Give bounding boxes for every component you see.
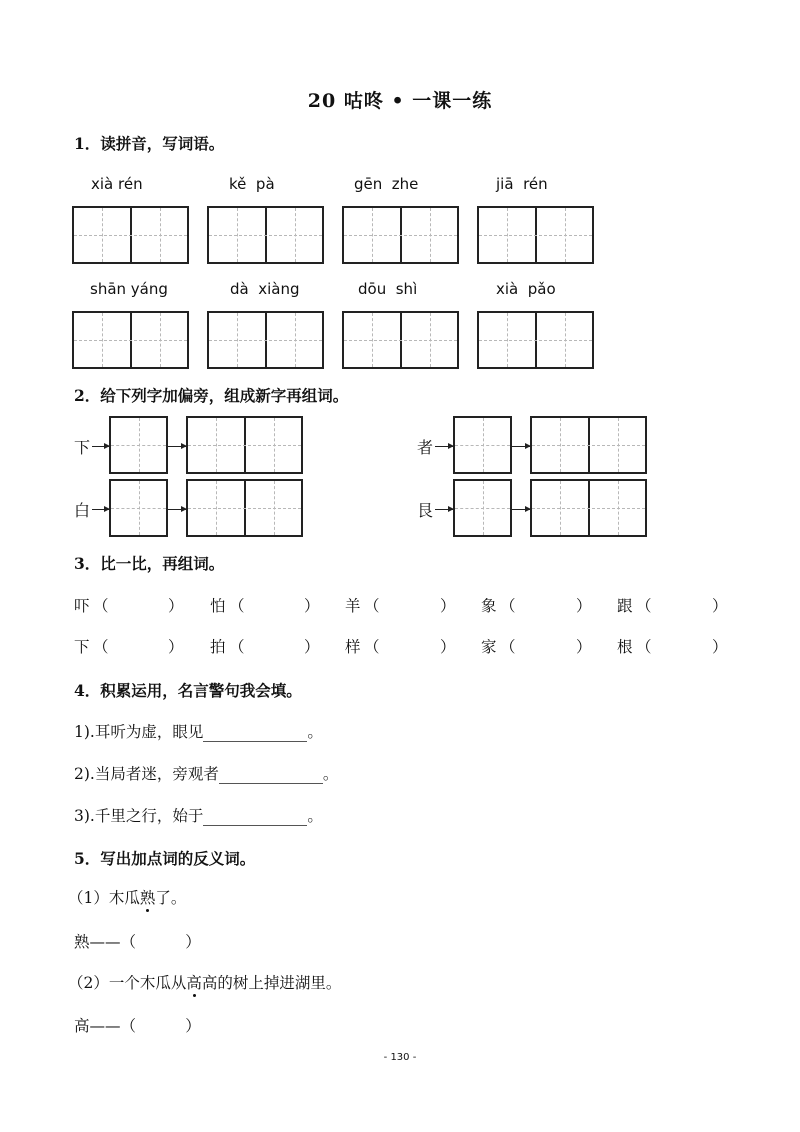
radical-char: 者 — [417, 438, 434, 457]
close-paren: ） — [440, 597, 456, 615]
pinyin-8: xià pǎo — [496, 280, 556, 298]
q2-heading: 2．给下列字加偏旁，组成新字再组词。 — [74, 386, 349, 405]
arrow-icon — [512, 509, 530, 510]
single-char-box[interactable] — [109, 416, 168, 474]
dotted-word: 熟 — [139, 889, 156, 907]
writing-box[interactable] — [207, 311, 324, 369]
compare-char: 下 — [74, 638, 90, 656]
single-char-box[interactable] — [453, 416, 512, 474]
open-paren: （ — [500, 597, 516, 615]
writing-box[interactable] — [186, 479, 303, 537]
pinyin-2: kě pà — [229, 175, 275, 193]
writing-box[interactable] — [530, 479, 647, 537]
quote-line-2: 2).当局者迷，旁观者 。 — [74, 765, 339, 783]
close-paren: ） — [712, 597, 728, 615]
open-paren: （ — [229, 638, 245, 656]
open-paren: （ — [636, 597, 652, 615]
open-paren: （ — [229, 597, 245, 615]
open-paren: （ — [636, 638, 652, 656]
sentence-2: （2）一个木瓜从高高的树上掉进湖里。 — [68, 974, 342, 992]
open-paren: （ — [364, 597, 380, 615]
close-paren: ） — [576, 597, 592, 615]
compare-char: 家 — [481, 638, 497, 656]
writing-box[interactable] — [72, 206, 189, 264]
pinyin-4: jiā rén — [496, 175, 548, 193]
page-title: 20 咕咚 • 一课一练 — [307, 90, 493, 112]
compare-char: 吓 — [74, 597, 90, 615]
single-char-box[interactable] — [453, 479, 512, 537]
radical-char: 下 — [74, 438, 91, 457]
compare-char: 样 — [345, 638, 361, 656]
open-paren: （ — [93, 638, 109, 656]
quote-line-1: 1).耳听为虚，眼见 。 — [74, 723, 323, 741]
compare-char: 羊 — [345, 597, 361, 615]
pinyin-5: shān yáng — [90, 280, 168, 298]
radical-char: 白 — [74, 501, 91, 520]
writing-box[interactable] — [342, 206, 459, 264]
writing-box[interactable] — [477, 206, 594, 264]
close-paren: ） — [168, 638, 184, 656]
compare-char: 怕 — [210, 597, 226, 615]
arrow-icon — [512, 446, 530, 447]
pinyin-6: dà xiàng — [230, 280, 300, 298]
sentence-1: （1）木瓜熟了。 — [68, 889, 187, 907]
arrow-icon — [92, 446, 109, 447]
writing-box[interactable] — [530, 416, 647, 474]
close-paren: ） — [168, 597, 184, 615]
pinyin-7: dōu shì — [358, 280, 418, 298]
writing-box[interactable] — [342, 311, 459, 369]
writing-box[interactable] — [72, 311, 189, 369]
answer-blank[interactable] — [203, 723, 307, 742]
q1-heading: 1．读拼音，写词语。 — [74, 134, 225, 153]
writing-box[interactable] — [186, 416, 303, 474]
close-paren: ） — [712, 638, 728, 656]
close-paren: ） — [576, 638, 592, 656]
answer-1[interactable]: 熟——（ ） — [74, 933, 201, 951]
writing-box[interactable] — [207, 206, 324, 264]
dotted-word: 高 — [186, 974, 202, 992]
answer-blank[interactable] — [219, 765, 323, 784]
single-char-box[interactable] — [109, 479, 168, 537]
radical-char: 艮 — [417, 501, 434, 520]
close-paren: ） — [304, 638, 320, 656]
writing-box[interactable] — [477, 311, 594, 369]
arrow-icon — [168, 509, 186, 510]
q5-heading: 5．写出加点词的反义词。 — [74, 849, 256, 868]
q3-heading: 3．比一比，再组词。 — [74, 554, 225, 573]
open-paren: （ — [93, 597, 109, 615]
arrow-icon — [435, 446, 453, 447]
pinyin-1: xià rén — [91, 175, 143, 193]
compare-char: 根 — [617, 638, 633, 656]
compare-char: 象 — [481, 597, 497, 615]
q4-heading: 4．积累运用，名言警句我会填。 — [74, 681, 302, 700]
quote-line-3: 3).千里之行，始于 。 — [74, 807, 323, 825]
page-number: - 130 - — [383, 1052, 417, 1063]
arrow-icon — [435, 509, 453, 510]
pinyin-3: gēn zhe — [354, 175, 419, 193]
open-paren: （ — [364, 638, 380, 656]
compare-char: 跟 — [617, 597, 633, 615]
compare-char: 拍 — [210, 638, 226, 656]
close-paren: ） — [440, 638, 456, 656]
answer-blank[interactable] — [203, 807, 307, 826]
open-paren: （ — [500, 638, 516, 656]
arrow-icon — [168, 446, 186, 447]
answer-2[interactable]: 高——（ ） — [74, 1017, 201, 1035]
arrow-icon — [92, 509, 109, 510]
close-paren: ） — [304, 597, 320, 615]
